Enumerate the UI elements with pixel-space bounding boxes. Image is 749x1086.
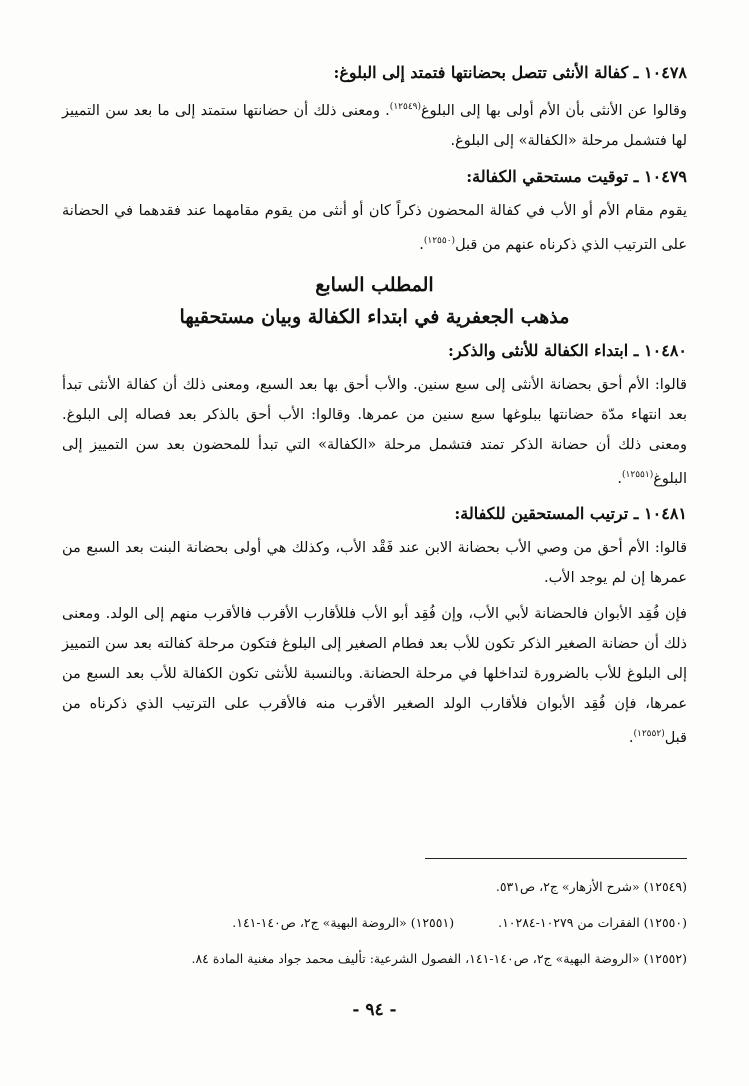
footnote-ref-12551[interactable]: (١٢٥٥١) bbox=[622, 469, 654, 480]
paragraph-10481-a: قالوا: الأم أحق من وصي الأب بحضانة الابن عند فَقْد الأب، وكذلك هي أولى بحضانة البنت بعد السبع من عمرها إن لم يوجد الأب. bbox=[62, 540, 687, 587]
paragraph-10481-b: فإن فُقِد الأبوان فالحضانة لأبي الأب، وإن فُقِد أبو الأب فللأقارب الأقرب فالأقرب منهم إلى الولد. ومعنى ذلك أن حضانة الصغير الذكر تكون للأب بعد فطام الصغير إلى البلوغ فتكون مرحلة كفالته بعد سن التمييز إلى البلوغ للأب بالضرورة لتداخلها في مرحلة الحضانة. وبالنسبة للأنثى تكون الكفالة للأب بعد السبع من عمرها، فإن فُقِد الأبوان فلأقارب الولد الصغير الأقرب منه فالأقرب على الترتيب الذي ذكرناه من قبل$^{(١٢٥٥٢)}$. bbox=[62, 606, 687, 747]
footnote-divider bbox=[425, 858, 687, 859]
footnote-ref-12549[interactable]: (١٢٥٤٩) bbox=[389, 102, 421, 112]
section-title: المطلب السابع bbox=[315, 273, 434, 296]
heading-10481: ١٠٤٨١ ـ ترتيب المستحقين للكفالة: bbox=[454, 504, 687, 524]
heading-10480: ١٠٤٨٠ ـ ابتداء الكفالة للأنثى والذكر: bbox=[447, 340, 687, 360]
section-subtitle: مذهب الجعفرية في ابتداء الكفالة وبيان مستحقيها bbox=[179, 305, 570, 328]
footnote-12550: (١٢٥٥٠) الفقرات من ١٠٢٧٩-١٠٢٨٤. bbox=[498, 915, 687, 930]
footnote-12551: (١٢٥٥١) «الروضة البهية» ج٢، ص١٤٠-١٤١. bbox=[232, 915, 455, 930]
heading-10479: ١٠٤٧٩ ـ توقيت مستحقي الكفالة: bbox=[466, 166, 687, 186]
page-body bbox=[62, 58, 687, 759]
footnote-ref-12550[interactable]: (١٢٥٥٠) bbox=[423, 235, 456, 246]
paragraph-10479: يقوم مقام الأم أو الأب في كفالة المحضون ذكراً كان أو أنثى من يقوم مقامهما عند فقدهما في الحضانة على الترتيب الذي ذكرناه عنهم من قبل$^{(١٢٥٥٠)}$. bbox=[62, 202, 687, 253]
footnote-ref-12552[interactable]: (١٢٥٥٢) bbox=[633, 729, 665, 740]
footnote-12552: (١٢٥٥٢) «الروضة البهية» ج٢، ص١٤٠-١٤١، الفصول الشرعية: تأليف محمد جواد مغنية المادة ٨٤. bbox=[191, 951, 687, 966]
footnote-12549: (١٢٥٤٩) «شرح الأزهار» ج٢، ص٥٣١. bbox=[495, 879, 687, 894]
heading-10478: ١٠٤٧٨ ـ كفالة الأنثى تتصل بحضانتها فتمتد إلى البلوغ: bbox=[333, 63, 687, 82]
paragraph-10480: قالوا: الأم أحق بحضانة الأنثى إلى سبع سنين. والأب أحق بها بعد السبع، ومعنى ذلك أن كفالة الأنثى تبدأ بعد انتهاء مدّة حضانتها ببلوغها سبع سنين من عمرها. وقالوا: الأب أحق بالذكر بعد فصاله إلى البلوغ. ومعنى ذلك أن حضانة الذكر تمتد فتشمل مرحلة «الكفالة» التي تبدأ للمحضون بعد سن التمييز إلى البلوغ$^{(١٢٥٥١)}$. bbox=[62, 376, 687, 487]
paragraph-10478: وقالوا عن الأنثى بأن الأم أولى بها إلى البلوغ$^{(١٢٥٤٩)}$. ومعنى ذلك أن حضانتها ستمتد إلى ما بعد سن التمييز لها فتشمل مرحلة «الكفالة» إلى البلوغ. bbox=[62, 102, 687, 149]
footnotes bbox=[62, 876, 687, 984]
page-number: - ٩٤ - bbox=[352, 1000, 397, 1020]
